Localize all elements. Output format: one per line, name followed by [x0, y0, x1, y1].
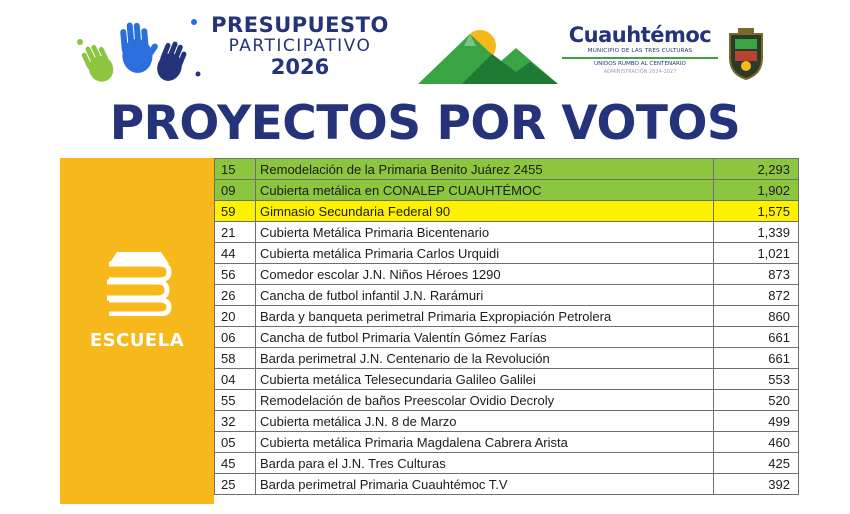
project-votes: 661	[714, 327, 799, 348]
books-stack-icon	[103, 250, 173, 316]
project-votes: 1,339	[714, 222, 799, 243]
table-row	[215, 180, 799, 201]
project-number: 44	[215, 243, 256, 264]
project-number: 58	[215, 348, 256, 369]
project-name: Cancha de futbol Primaria Valentín Gómez Farías	[256, 327, 714, 348]
table-row	[215, 243, 799, 264]
category-label: ESCUELA	[89, 330, 185, 351]
project-number: 04	[215, 369, 256, 390]
project-votes: 1,575	[714, 201, 799, 222]
table-row	[215, 285, 799, 306]
project-name: Cubierta metálica J.N. 8 de Marzo	[256, 411, 714, 432]
project-number: 20	[215, 306, 256, 327]
municipality-subtitle: MUNICIPIO DE LAS TRES CULTURAS	[587, 48, 693, 54]
project-name: Barda perimetral Primaria Cuauhtémoc T.V	[256, 474, 714, 495]
project-name: Barda perimetral J.N. Centenario de la Revolución	[256, 348, 714, 369]
page-title: PROYECTOS POR VOTOS	[109, 96, 741, 151]
project-votes: 2,293	[714, 159, 799, 180]
project-votes: 499	[714, 411, 799, 432]
municipality-stripe	[562, 57, 718, 59]
project-number: 21	[215, 222, 256, 243]
project-name: Cubierta metálica Primaria Carlos Urquidi	[256, 243, 714, 264]
hands-logo-icon	[74, 12, 204, 92]
program-title-line1: PRESUPUESTO	[211, 13, 389, 37]
table-row	[215, 411, 799, 432]
hills-sun-logo-icon	[418, 22, 558, 88]
table-row	[215, 306, 799, 327]
project-votes: 1,902	[714, 180, 799, 201]
project-number: 55	[215, 390, 256, 411]
project-number: 25	[215, 474, 256, 495]
project-name: Cubierta metálica en CONALEP CUAUHTÉMOC	[256, 180, 714, 201]
municipality-motto: UNIDOS RUMBO AL CENTENARIO	[594, 61, 686, 67]
project-name: Barda y banqueta perimetral Primaria Expropiación Petrolera	[256, 306, 714, 327]
category-panel	[60, 158, 214, 504]
table-row	[215, 327, 799, 348]
project-votes: 425	[714, 453, 799, 474]
project-number: 15	[215, 159, 256, 180]
program-wordmark	[205, 14, 395, 79]
project-name: Cubierta metálica Telesecundaria Galileo Galilei	[256, 369, 714, 390]
project-votes: 872	[714, 285, 799, 306]
program-year: 2026	[270, 55, 330, 79]
project-number: 56	[215, 264, 256, 285]
project-number: 05	[215, 432, 256, 453]
table-row	[215, 348, 799, 369]
project-number: 59	[215, 201, 256, 222]
project-name: Cubierta Metálica Primaria Bicentenario	[256, 222, 714, 243]
municipality-name: Cuauhtémoc	[568, 23, 712, 47]
projects-table	[214, 158, 799, 495]
project-votes: 460	[714, 432, 799, 453]
table-row	[215, 453, 799, 474]
project-number: 06	[215, 327, 256, 348]
table-row	[215, 369, 799, 390]
project-name: Remodelación de la Primaria Benito Juárez 2455	[256, 159, 714, 180]
table-row	[215, 432, 799, 453]
project-name: Cancha de futbol infantil J.N. Rarámuri	[256, 285, 714, 306]
project-name: Gimnasio Secundaria Federal 90	[256, 201, 714, 222]
table-row	[215, 390, 799, 411]
table-row	[215, 159, 799, 180]
municipality-wordmark	[558, 24, 722, 75]
administration-period: ADMINISTRACIÓN 2024-2027	[603, 69, 677, 75]
project-name: Barda para el J.N. Tres Culturas	[256, 453, 714, 474]
project-votes: 873	[714, 264, 799, 285]
project-votes: 553	[714, 369, 799, 390]
program-title-line2: PARTICIPATIVO	[228, 36, 372, 56]
project-votes: 860	[714, 306, 799, 327]
table-row	[215, 201, 799, 222]
project-number: 26	[215, 285, 256, 306]
project-number: 45	[215, 453, 256, 474]
table-row	[215, 222, 799, 243]
project-name: Cubierta metálica Primaria Magdalena Cabrera Arista	[256, 432, 714, 453]
project-votes: 520	[714, 390, 799, 411]
table-row	[215, 264, 799, 285]
project-votes: 661	[714, 348, 799, 369]
coat-of-arms-icon	[728, 28, 764, 80]
project-votes: 1,021	[714, 243, 799, 264]
project-votes: 392	[714, 474, 799, 495]
project-number: 32	[215, 411, 256, 432]
project-number: 09	[215, 180, 256, 201]
table-row	[215, 474, 799, 495]
project-name: Comedor escolar J.N. Niños Héroes 1290	[256, 264, 714, 285]
project-name: Remodelación de baños Preescolar Ovidio Decroly	[256, 390, 714, 411]
